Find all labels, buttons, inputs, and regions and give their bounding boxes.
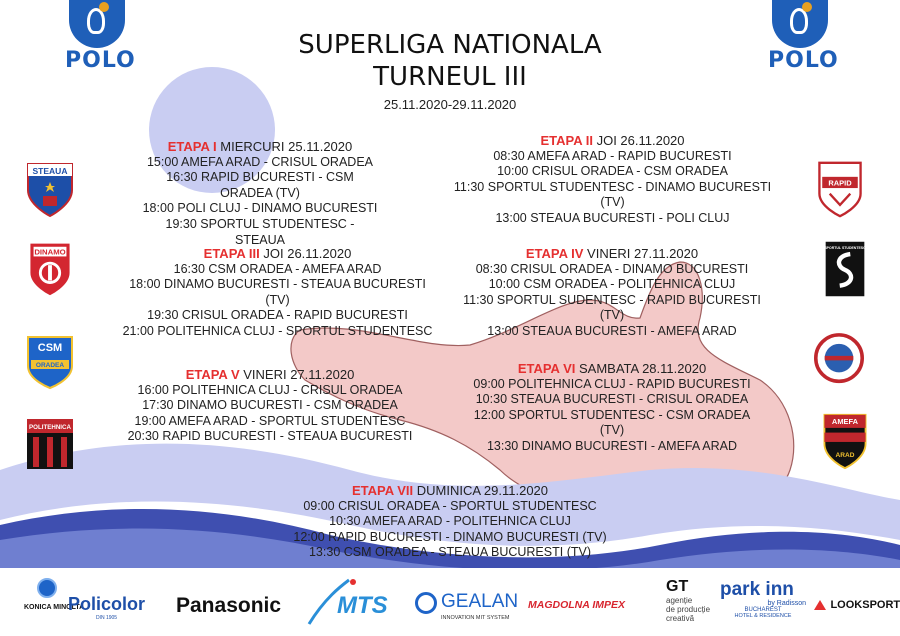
page-title: SUPERLIGA NATIONALA: [298, 30, 602, 60]
csm-crest-label: CSM: [37, 342, 63, 354]
stage-label: ETAPA VI: [517, 361, 576, 376]
match-row: 16:30 RAPID BUCURESTI - CSM ORADEA (TV): [166, 170, 354, 200]
sponsor-looksport-label: LOOKSPORT: [830, 598, 900, 611]
sponsor-gt-label: GT: [666, 578, 689, 595]
sponsor-panasonic: Panasonic: [176, 594, 282, 617]
match-row: 13:00 STEAUA BUCURESTI - POLI CLUJ: [495, 210, 730, 225]
stage-day: VINERI 27.11.2020: [243, 367, 355, 382]
sponsor-gealan: [415, 588, 519, 628]
match-row: 19:00 AMEFA ARAD - SPORTUL STUDENTESC: [134, 413, 406, 428]
sponsor-park-inn-by: by Radisson: [767, 600, 806, 607]
polo-logo-right: [768, 0, 839, 76]
sportul-studentesc-crest-icon: [820, 240, 870, 298]
match-row: 09:00 POLITEHNICA CLUJ - RAPID BUCURESTI: [473, 376, 751, 391]
steaua-crest-icon: [25, 160, 75, 218]
sponsor-gealan-sublabel: INNOVATION MIT SYSTEM: [441, 615, 510, 621]
match-row: 16:00 POLITEHNICA CLUJ - CRISUL ORADEA: [137, 382, 403, 397]
stage-header: [462, 361, 762, 377]
politehnica-crest-icon: [25, 415, 75, 473]
stage-block-7: [290, 483, 610, 561]
sponsor-park-inn-label: park inn: [720, 579, 794, 600]
stage-block-5: [125, 367, 415, 445]
match-row: 11:30 SPORTUL SUDENTESC - RAPID BUCURESTI (TV): [463, 292, 761, 323]
match-row: 10:30 AMEFA ARAD - POLITEHNICA CLUJ: [329, 514, 571, 529]
match-row: 16:30 CSM ORADEA - AMEFA ARAD: [173, 261, 382, 276]
match-row: 12:00 SPORTUL STUDENTESC - CSM ORADEA (TV): [473, 407, 751, 438]
sportul-crest-label: SPORTUL STUDENTESC: [824, 245, 866, 250]
sponsors-bar: [0, 568, 900, 636]
stage-header: [290, 483, 610, 499]
dinamo-crest-label: DINAMO: [34, 247, 66, 257]
amefa-crest-sublabel: ARAD: [835, 451, 855, 459]
match-row: 21:00 POLITEHNICA CLUJ - SPORTUL STUDENTESC: [122, 323, 433, 338]
match-row: 19:30 SPORTUL STUDENTESC - STEAUA: [165, 216, 355, 247]
match-row: 10:00 CSM ORADEA - POLITEHNICA CLUJ: [488, 277, 736, 292]
sponsor-park-inn-city: BUCHAREST: [744, 607, 782, 613]
match-row: 11:30 SPORTUL STUDENTESC - DINAMO BUCURESTI (TV): [453, 179, 772, 210]
polo-logo-left: [65, 0, 136, 76]
match-row: 20:30 RAPID BUCURESTI - STEAUA BUCURESTI: [127, 429, 413, 444]
stage-day: MIERCURI 25.11.2020: [220, 139, 353, 154]
sponsor-park-inn: [720, 580, 806, 619]
match-row: 10:00 CRISUL ORADEA - CSM ORADEA: [497, 164, 728, 179]
amefa-arad-crest-icon: [820, 412, 870, 470]
sponsor-gealan-label: GEALAN: [441, 591, 519, 612]
match-row: 15:00 AMEFA ARAD - CRISUL ORADEA: [146, 154, 373, 169]
stage-label: ETAPA V: [185, 367, 240, 382]
stage-header: [445, 133, 780, 149]
sponsor-looksport: [814, 596, 898, 614]
match-row: 13:30 DINAMO BUCURESTI - AMEFA ARAD: [486, 438, 738, 453]
match-row: 13:00 STEAUA BUCURESTI - AMEFA ARAD: [487, 323, 737, 338]
stage-day: JOI 26.11.2020: [263, 246, 352, 261]
sponsor-gt-sublabel-3: creativă: [666, 614, 695, 623]
page-subtitle: TURNEUL III: [373, 62, 527, 92]
match-row: 19:30 CRISUL ORADEA - RAPID BUCURESTI: [147, 308, 408, 323]
stage-block-2: [445, 133, 780, 227]
stage-day: DUMINICA 29.11.2020: [416, 483, 549, 498]
csm-oradea-crest-icon: [25, 333, 75, 391]
politehnica-crest-label: POLITEHNICA: [29, 424, 71, 431]
ball-icon: [802, 2, 812, 12]
match-row: 12:00 RAPID BUCURESTI - DINAMO BUCURESTI (TV): [293, 529, 607, 544]
amefa-crest-label: AMEFA: [831, 417, 859, 427]
stage-label: ETAPA III: [203, 246, 260, 261]
dinamo-crest-icon: [25, 240, 75, 298]
stage-day: SAMBATA 28.11.2020: [578, 361, 707, 376]
tournament-dates: 25.11.2020-29.11.2020: [383, 97, 517, 112]
match-row: 09:00 CRISUL ORADEA - SPORTUL STUDENTESC: [303, 498, 597, 513]
stage-day: VINERI 27.11.2020: [587, 246, 699, 261]
stage-label: ETAPA VII: [351, 483, 414, 498]
stage-label: ETAPA II: [540, 133, 593, 148]
stage-label: ETAPA IV: [525, 246, 584, 261]
stage-block-6: [462, 361, 762, 455]
match-row: 17:30 DINAMO BUCURESTI - CSM ORADEA: [142, 398, 398, 413]
looksport-triangle-icon: [814, 600, 826, 610]
sponsor-policolor-sublabel: DIN 1905: [95, 615, 118, 621]
konica-logo-icon: [37, 578, 57, 598]
sponsor-park-inn-sublabel: HOTEL & RESIDENCE: [734, 613, 792, 619]
sponsor-konica-label: KONICA MINOLTA: [24, 604, 85, 611]
stage-block-4: [452, 246, 772, 340]
stage-header: [120, 246, 435, 262]
stage-label: ETAPA I: [167, 139, 217, 154]
gealan-logo-icon: [415, 592, 437, 614]
sponsor-mts-label: MTS: [337, 592, 388, 619]
stage-header: [125, 367, 415, 383]
sponsor-policolor: [68, 594, 145, 621]
match-row: 13:30 CSM ORADEA - STEAUA BUCURESTI (TV): [308, 545, 591, 560]
match-row: 10:30 STEAUA BUCURESTI - CRISUL ORADEA: [475, 392, 749, 407]
stage-block-1: [140, 139, 380, 248]
rapid-crest-label: RAPID: [828, 178, 852, 188]
sponsor-gt-sublabel-2: de producție: [666, 605, 711, 614]
match-row: 08:30 CRISUL ORADEA - DINAMO BUCURESTI: [475, 261, 749, 276]
polo-logo-text: POLO: [768, 48, 839, 73]
sponsor-gt: [666, 578, 716, 623]
sponsor-policolor-label: Policolor: [68, 594, 146, 614]
match-row: 08:30 AMEFA ARAD - RAPID BUCURESTI: [493, 148, 732, 163]
crisul-oradea-crest-icon: [814, 330, 864, 388]
polo-logo-text: POLO: [65, 48, 136, 73]
sponsor-magdolna-impex: MAGDOLNA IMPEX: [528, 599, 626, 611]
sponsor-konica-minolta: [24, 578, 85, 611]
stage-day: JOI 26.11.2020: [596, 133, 685, 148]
sponsor-mts: [305, 578, 400, 628]
stage-header: [140, 139, 380, 155]
rapid-crest-icon: [815, 160, 865, 218]
steaua-crest-label: STEAUA: [32, 166, 68, 176]
match-row: 18:00 POLI CLUJ - DINAMO BUCURESTI: [142, 201, 378, 216]
stage-header: [452, 246, 772, 262]
csm-crest-sublabel: ORADEA: [35, 362, 65, 369]
ball-icon: [99, 2, 109, 12]
sponsor-gt-sublabel-1: agenție: [666, 596, 693, 605]
match-row: 18:00 DINAMO BUCURESTI - STEAUA BUCURESTI (TV): [129, 277, 426, 307]
stage-block-3: [120, 246, 435, 340]
